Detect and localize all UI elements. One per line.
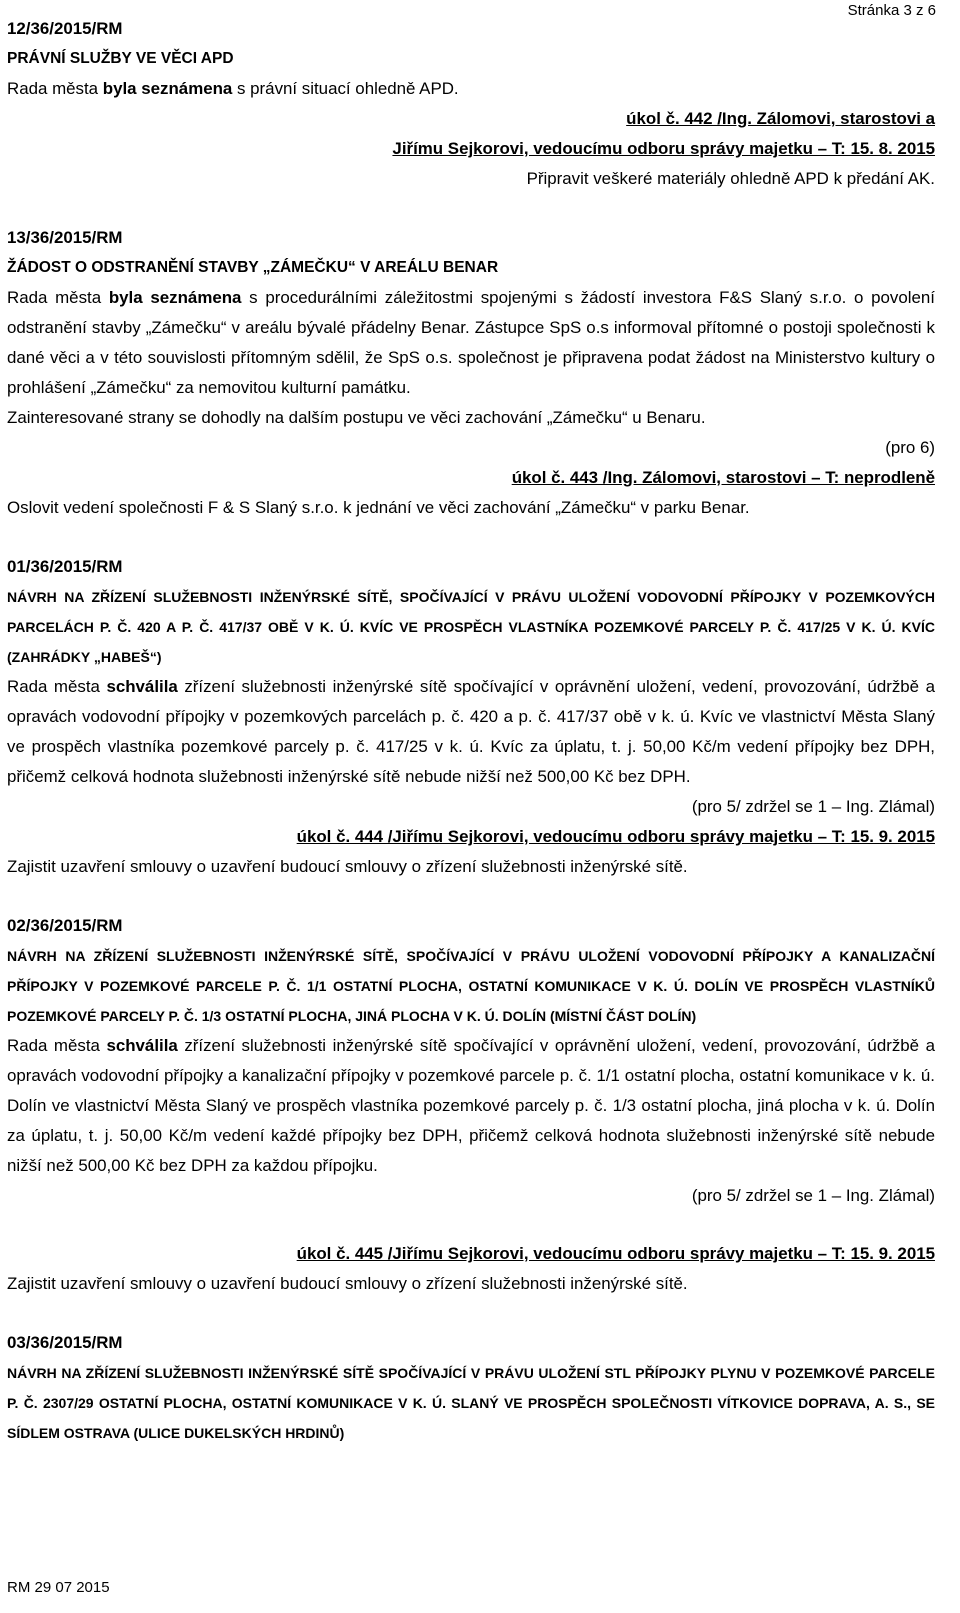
section-id: 03/36/2015/RM xyxy=(7,1333,123,1352)
task-line: Jiřímu Sejkorovi, vedoucímu odboru správy majetku – T: 15. 8. 2015 xyxy=(392,139,935,158)
section-12 xyxy=(7,14,935,194)
section-text-2: Zainteresované strany se dohodly na dalším postupu ve věci zachování „Zámečku“ u Benaru. xyxy=(7,408,706,427)
section-title: PRÁVNÍ SLUŽBY VE VĚCI APD xyxy=(7,50,234,67)
task-line: úkol č. 443 /Ing. Zálomovi, starostovi – T: neprodleně xyxy=(511,468,935,487)
task-description: Zajistit uzavření smlouvy o uzavření budoucí smlouvy o zřízení služebnosti inženýrské sítě. xyxy=(7,1274,688,1293)
section-text: Rada města byla seznámena s právní situací ohledně APD. xyxy=(7,79,459,98)
task-description: Zajistit uzavření smlouvy o uzavření budoucí smlouvy o zřízení služebnosti inženýrské sítě. xyxy=(7,857,688,876)
document-body xyxy=(7,14,935,1448)
section-title: NÁVRH NA ZŘÍZENÍ SLUŽEBNOSTI INŽENÝRSKÉ SÍTĚ, SPOČÍVAJÍCÍ V PRÁVU ULOŽENÍ VODOVODNÍ PŘÍPOJKY A KANALIZAČNÍ PŘÍPOJKY V POZEMKOVÉ PARCELE P. Č. 1/1 OSTATNÍ PLOCHA, OSTATNÍ KOMUNIKACE V K. Ú. DOLÍN VE PROSPĚCH VLASTNÍKŮ POZEMKOVÉ PARCELY P. Č. 1/3 OSTATNÍ PLOCHA, JINÁ PLOCHA V K. Ú. DOLÍN (MÍSTNÍ ČÁST DOLÍN) xyxy=(7,948,935,1024)
section-02 xyxy=(7,911,935,1299)
section-text: Rada města byla seznámena s procedurálními záležitostmi spojenými s žádostí investora F&S Slaný s.r.o. o povolení odstranění stavby „Zámečku“ v areálu bývalé přádelny Benar. Zástupce SpS o.s informoval přítomné o postoji společnosti k dané věci a v této souvislosti přítomným sdělil, že SpS o.s. společnost je připravena podat žádost na Ministerstvo kultury o prohlášení „Zámečku“ za nemovitou kulturní památku. xyxy=(7,288,936,397)
section-title: NÁVRH NA ZŘÍZENÍ SLUŽEBNOSTI INŽENÝRSKÉ SÍTĚ SPOČÍVAJÍCÍ V PRÁVU ULOŽENÍ STL PŘÍPOJKY PLYNU V POZEMKOVÉ PARCELE P. Č. 2307/29 OSTATNÍ PLOCHA, OSTATNÍ KOMUNIKACE V K. Ú. SLANÝ VE PROSPĚCH SPOLEČNOSTI VÍTKOVICE DOPRAVA, A. S., SE SÍDLEM OSTRAVA (ULICE DUKELSKÝCH HRDINŮ) xyxy=(7,1365,935,1441)
vote-result: (pro 6) xyxy=(885,438,935,457)
section-01 xyxy=(7,552,935,882)
footer-text: RM 29 07 2015 xyxy=(7,1579,110,1596)
task-line: úkol č. 445 /Jiřímu Sejkorovi, vedoucímu odboru správy majetku – T: 15. 9. 2015 xyxy=(296,1244,935,1263)
task-line: úkol č. 444 /Jiřímu Sejkorovi, vedoucímu odboru správy majetku – T: 15. 9. 2015 xyxy=(296,827,935,846)
section-id: 12/36/2015/RM xyxy=(7,19,123,38)
section-id: 01/36/2015/RM xyxy=(7,557,123,576)
task-description: Připravit veškeré materiály ohledně APD k předání AK. xyxy=(526,169,935,188)
task-line: úkol č. 442 /Ing. Zálomovi, starostovi a xyxy=(626,109,935,128)
page-number: Stránka 3 z 6 xyxy=(847,2,936,19)
section-id: 13/36/2015/RM xyxy=(7,228,123,247)
section-id: 02/36/2015/RM xyxy=(7,916,123,935)
vote-result: (pro 5/ zdržel se 1 – Ing. Zlámal) xyxy=(691,797,935,816)
section-13 xyxy=(7,223,935,523)
section-text: Rada města schválila zřízení služebnosti inženýrské sítě spočívající v oprávnění uložení, vedení, provozování, údržbě a opravách vodovodní přípojky a kanalizační přípojky v pozemkové parcele p. č. 1/1 ostatní plocha, ostatní komunikace v k. ú. Dolín ve vlastnictví Města Slaný ve prospěch vlastníka pozemkové parcely p. č. 1/3 ostatní plocha, jiná plocha v k. ú. Dolín za úplatu, t. j. 50,00 Kč/m vedení každé přípojky bez DPH, přičemž celková hodnota služebnosti inženýrské sítě nebude nižší než 500,00 Kč bez DPH za každou přípojku. xyxy=(7,1036,935,1175)
task-description: Oslovit vedení společnosti F & S Slaný s.r.o. k jednání ve věci zachování „Zámečku“ v parku Benar. xyxy=(7,498,750,517)
section-title: ŽÁDOST O ODSTRANĚNÍ STAVBY „ZÁMEČKU“ V AREÁLU BENAR xyxy=(7,259,499,276)
section-title: NÁVRH NA ZŘÍZENÍ SLUŽEBNOSTI INŽENÝRSKÉ SÍTĚ, SPOČÍVAJÍCÍ V PRÁVU ULOŽENÍ VODOVODNÍ PŘÍPOJKY V POZEMKOVÝCH PARCELÁCH P. Č. 420 A P. Č. 417/37 OBĚ V K. Ú. KVÍC VE PROSPĚCH VLASTNÍKA POZEMKOVÉ PARCELY P. Č. 417/25 V K. Ú. KVÍC (ZAHRÁDKY „HABEŠ“) xyxy=(7,589,935,665)
section-text: Rada města schválila zřízení služebnosti inženýrské sítě spočívající v oprávnění uložení, vedení, provozování, údržbě a opravách vodovodní přípojky v pozemkových parcelách p. č. 420 a p. č. 417/37 obě v k. ú. Kvíc ve vlastnictví Města Slaný ve prospěch vlastníka pozemkové parcely p. č. 417/25 v k. ú. Kvíc za úplatu, t. j. 50,00 Kč/m vedení přípojky bez DPH, přičemž celková hodnota služebnosti inženýrské sítě nebude nižší než 500,00 Kč bez DPH. xyxy=(7,677,935,786)
section-03 xyxy=(7,1328,935,1448)
vote-result: (pro 5/ zdržel se 1 – Ing. Zlámal) xyxy=(691,1186,935,1205)
